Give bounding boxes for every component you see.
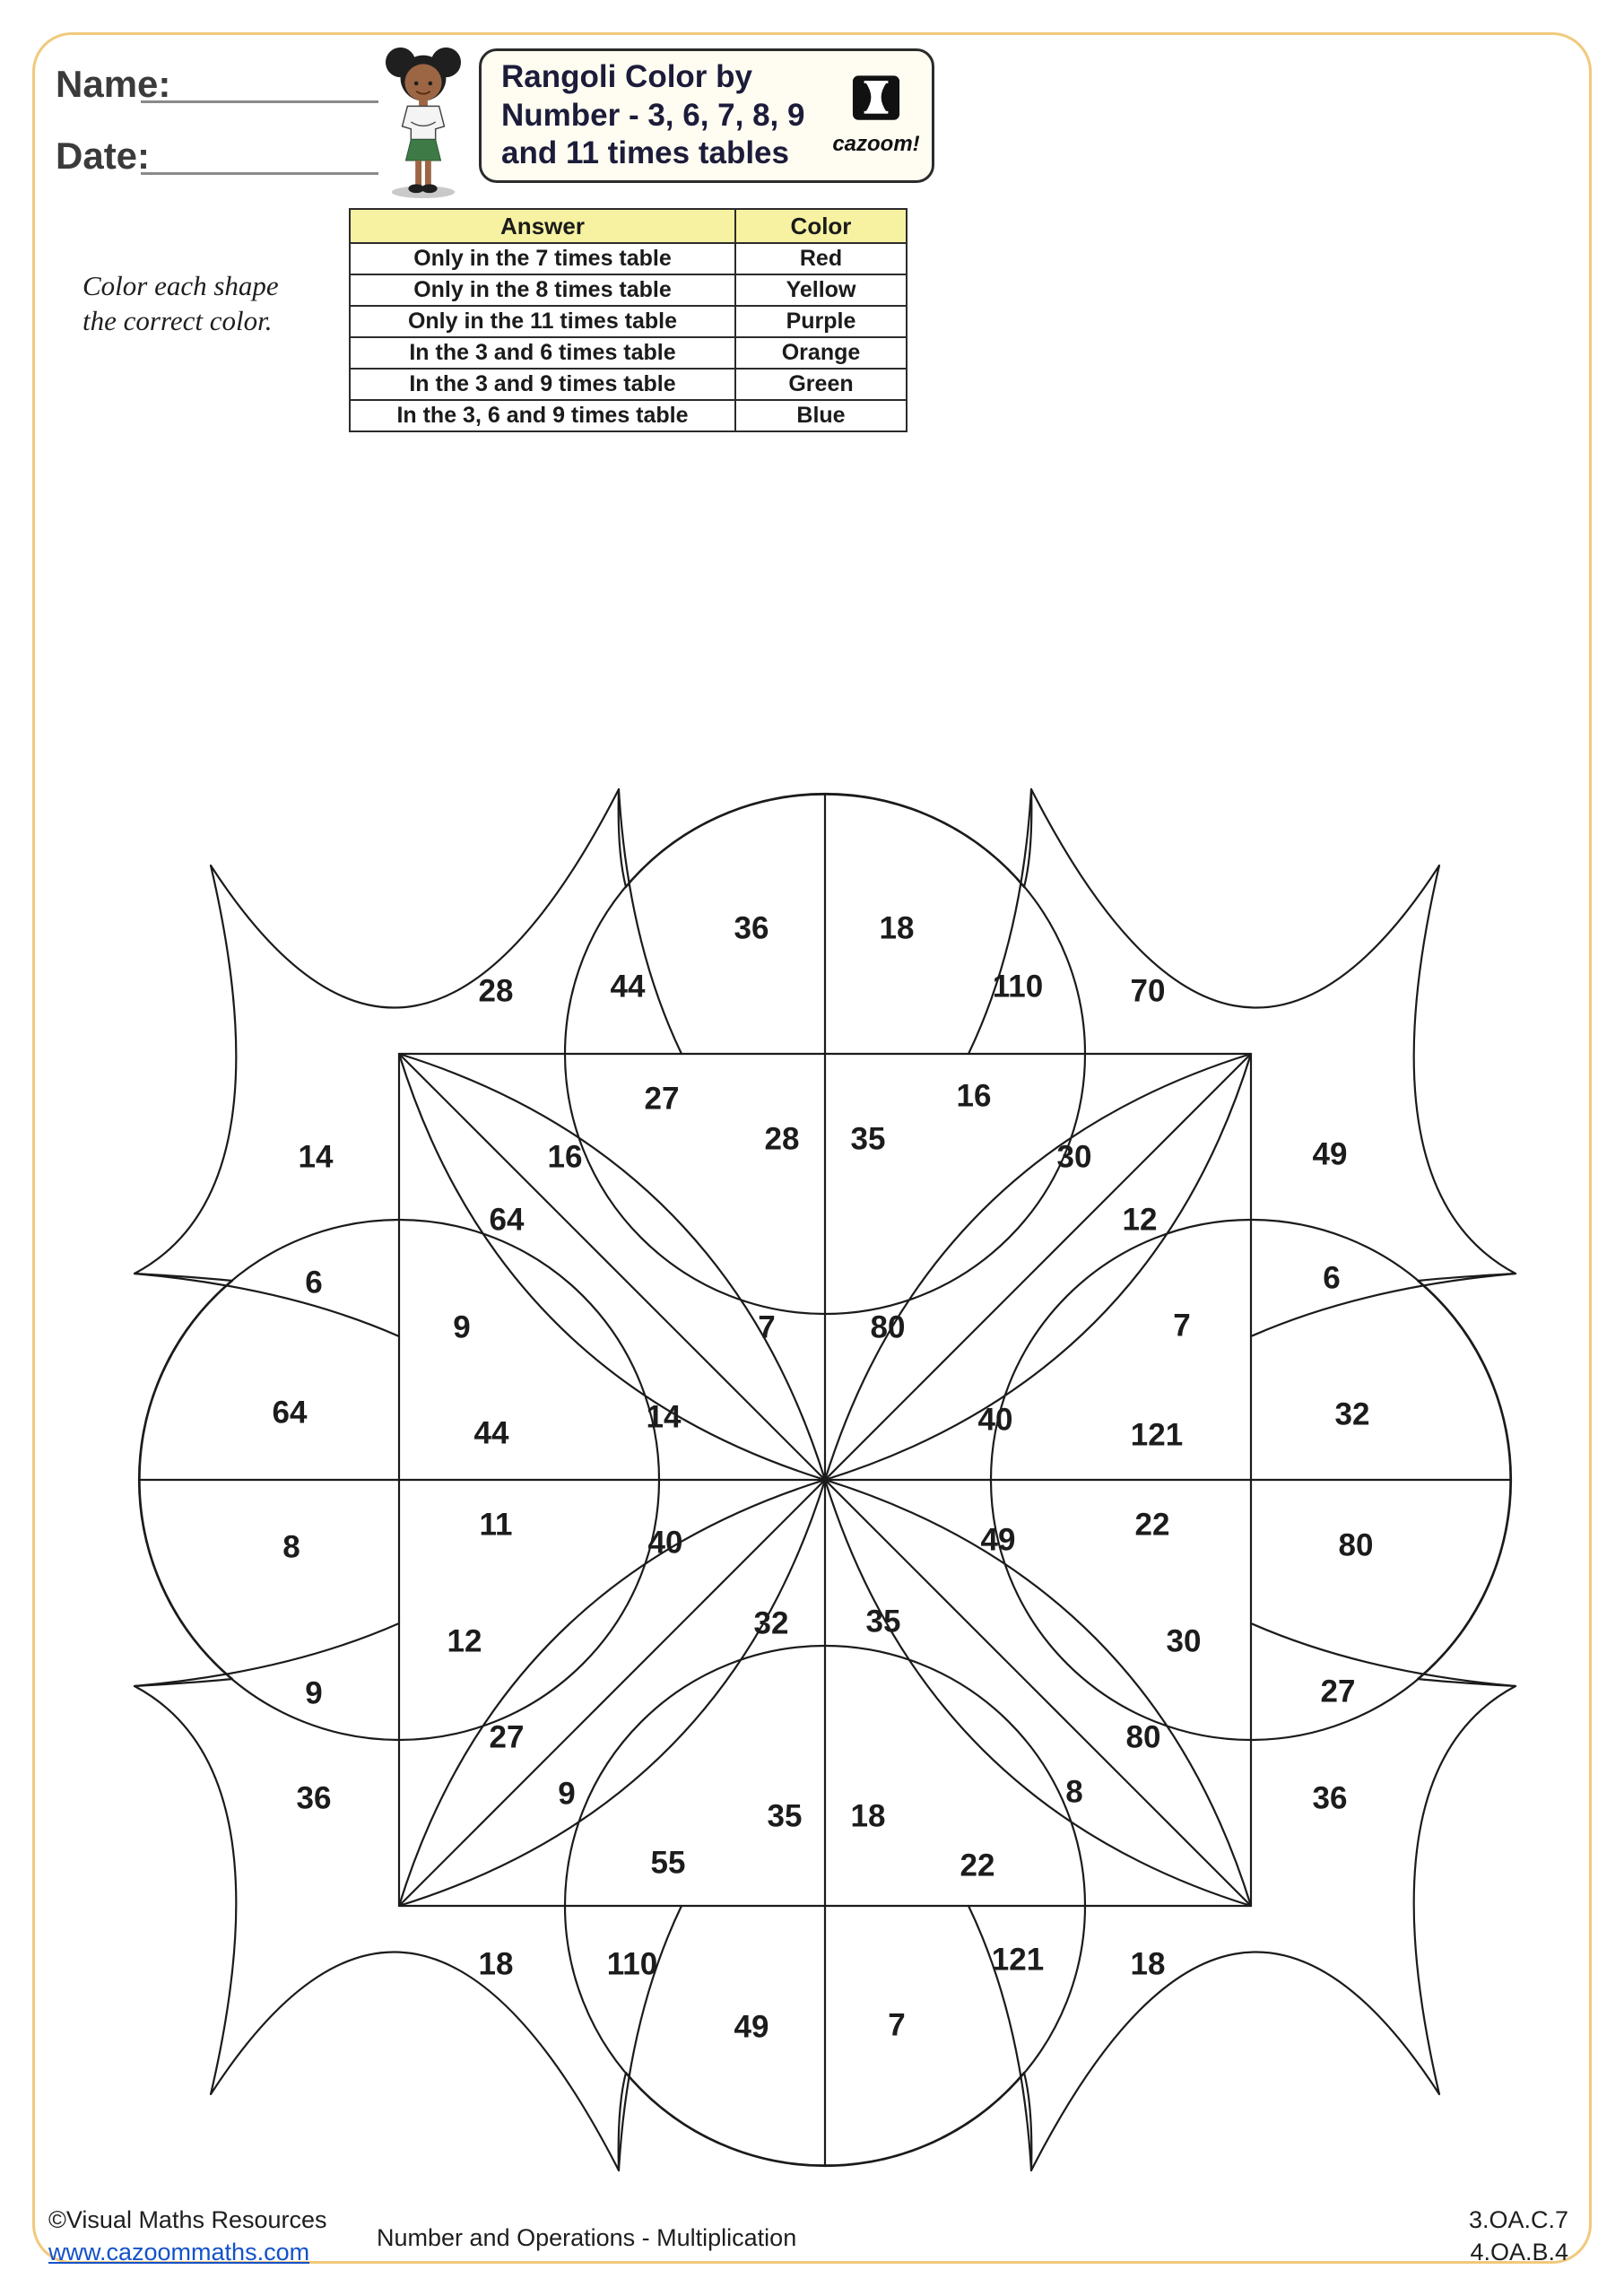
answer-cell: In the 3 and 9 times table: [350, 369, 735, 400]
rangoli-number: 80: [1125, 1719, 1161, 1755]
standard-code: 3.OA.C.7: [1468, 2206, 1568, 2233]
rangoli-number: 11: [479, 1507, 513, 1543]
footer-website-link[interactable]: www.cazoommaths.com: [48, 2239, 310, 2266]
rangoli-number: 110: [606, 1946, 658, 1982]
header-color: Color: [735, 209, 907, 243]
rangoli-number: 49: [734, 2009, 769, 2045]
rangoli-number: 6: [305, 1265, 323, 1300]
header-answer: Answer: [350, 209, 735, 243]
rangoli-number: 18: [879, 910, 915, 946]
rangoli-number: 28: [764, 1121, 800, 1157]
color-cell: Red: [735, 243, 907, 274]
rangoli-number: 40: [977, 1402, 1013, 1438]
rangoli-number: 9: [305, 1675, 323, 1711]
rangoli-number: 121: [1130, 1417, 1184, 1453]
date-label: Date:: [56, 135, 151, 177]
color-cell: Yellow: [735, 274, 907, 306]
rangoli-number: 49: [980, 1522, 1016, 1558]
rangoli-number: 7: [1173, 1308, 1191, 1344]
rangoli-number: 55: [650, 1845, 686, 1881]
rangoli-number: 121: [991, 1942, 1045, 1978]
rangoli-number: 35: [767, 1798, 803, 1834]
rangoli-outline: [135, 789, 1515, 2170]
rangoli-number: 32: [753, 1605, 789, 1641]
rangoli-number: 40: [647, 1525, 683, 1561]
rangoli-number: 27: [644, 1081, 680, 1117]
rangoli-number: 9: [558, 1776, 576, 1812]
rangoli-number: 36: [296, 1780, 332, 1816]
answer-cell: In the 3 and 6 times table: [350, 337, 735, 369]
answer-cell: Only in the 11 times table: [350, 306, 735, 337]
rangoli-number: 14: [298, 1139, 334, 1175]
rangoli-number: 27: [489, 1719, 525, 1755]
rangoli-number: 80: [1338, 1527, 1374, 1563]
rangoli-number: 18: [478, 1946, 514, 1982]
answer-cell: In the 3, 6 and 9 times table: [350, 400, 735, 431]
rangoli-number: 16: [547, 1139, 583, 1175]
rangoli-number: 80: [870, 1309, 906, 1345]
rangoli-number: 8: [1065, 1774, 1083, 1810]
rangoli-number: 30: [1056, 1139, 1092, 1175]
rangoli-number: 28: [478, 973, 514, 1009]
rangoli-number: 44: [610, 969, 646, 1004]
rangoli-number: 12: [1122, 1202, 1158, 1238]
logo-text: cazoom!: [832, 132, 920, 156]
rangoli-number: 22: [960, 1848, 995, 1883]
rangoli-number: 14: [646, 1399, 682, 1435]
rangoli-number: 36: [734, 910, 769, 946]
rangoli-number: 49: [1312, 1136, 1348, 1172]
rangoli-number: 9: [453, 1309, 471, 1345]
standard-code: 4.OA.B.4: [1470, 2238, 1568, 2266]
color-cell: Blue: [735, 400, 907, 431]
rangoli-number: 35: [850, 1121, 886, 1157]
color-cell: Green: [735, 369, 907, 400]
instruction-text: Color each shape the correct color.: [83, 270, 279, 336]
rangoli-number: 30: [1166, 1623, 1202, 1659]
footer-copyright: ©Visual Maths Resources: [48, 2206, 327, 2233]
rangoli-number: 7: [888, 2007, 906, 2043]
rangoli-number: 16: [956, 1078, 992, 1114]
rangoli-number: 64: [272, 1395, 308, 1431]
rangoli-number: 12: [447, 1623, 482, 1659]
answer-cell: Only in the 8 times table: [350, 274, 735, 306]
rangoli-number: 70: [1130, 973, 1166, 1009]
rangoli-number: 22: [1134, 1507, 1170, 1543]
rangoli-number: 18: [850, 1798, 886, 1834]
rangoli-number: 36: [1312, 1780, 1348, 1816]
rangoli-number: 27: [1320, 1674, 1356, 1709]
answer-cell: Only in the 7 times table: [350, 243, 735, 274]
rangoli-number: 32: [1334, 1396, 1370, 1432]
rangoli-number: 110: [992, 969, 1044, 1004]
rangoli-number: 6: [1323, 1260, 1341, 1296]
color-cell: Purple: [735, 306, 907, 337]
name-label: Name:: [56, 63, 171, 105]
rangoli-number: 64: [489, 1202, 525, 1238]
rangoli-number: 44: [473, 1415, 509, 1451]
color-cell: Orange: [735, 337, 907, 369]
footer-topic: Number and Operations - Multiplication: [377, 2224, 797, 2251]
rangoli-number: 8: [282, 1529, 300, 1565]
page-title: Rangoli Color by Number - 3, 6, 7, 8, 9 and 11 times tables: [501, 58, 805, 171]
footer-standards: [1469, 2205, 1568, 2269]
rangoli-number: 7: [758, 1309, 776, 1345]
rangoli-number: 35: [865, 1604, 901, 1639]
rangoli-number: 18: [1130, 1946, 1166, 1982]
